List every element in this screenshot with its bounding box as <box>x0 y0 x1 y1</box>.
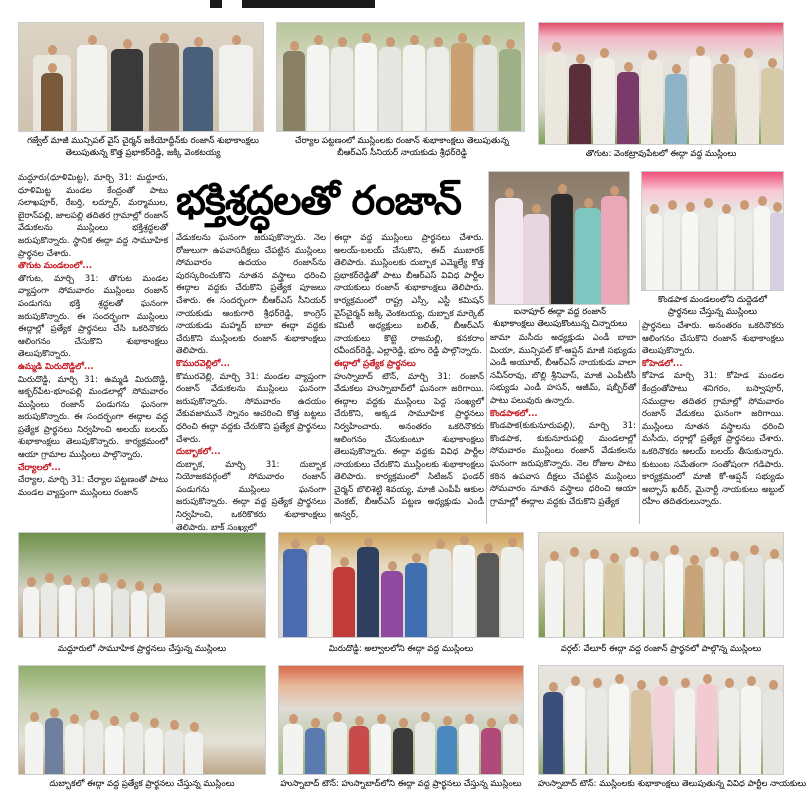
article-paragraph: కొమురవెల్లి, మార్చి 31: మండల వ్యాప్తంగా రంజాన్ వేడుకలను ముస్లింలు ఘనంగా జరుపుకొన్నారు. సోమవారం ఉదయం వేకువజామునే స్నానం ఆచరించి కొత్త బట్టలు ధరించి ఈద్గా వద్దకు చేరుకొని ప్రత్యేక ప్రార్థనలు చేశారు. <box>176 371 326 445</box>
article-column-3 <box>334 232 484 524</box>
article-column-2 <box>176 232 326 533</box>
column-divider <box>639 320 640 524</box>
photo-toguta-eidgah <box>538 22 784 145</box>
section-header-tab <box>222 0 242 8</box>
article-subheading: కోహెడలో... <box>642 358 683 369</box>
article-subheading: కొండపాకలో... <box>490 408 538 419</box>
article-subheading: చేర్యాలలో... <box>18 462 61 473</box>
article-paragraph: మద్దూరు(ధూళిమిట్ట), మార్చి 31: మద్దూరు, ధూళిమిట్ట మండల కేంద్రంతో పాటు సలాఖపూర్, రేబర్తి, లద్నూర్, మర్మాముల, బైరాన్‌పల్లి, జాలపల్లి తదితర గ్రామాల్లో రంజాన్ వేడుకలను ముస్లింలు భక్తిశ్రద్ధలతో జరుపుకొన్నారు. స్థానిక ఈద్గా వద్ద సామూహిక ప్రార్థనల చేశారు. <box>18 173 168 259</box>
photo-caption: హుస్నాబాద్ టౌన్: హుస్నాబాద్‌లోని ఈద్గా వద్ద ప్రార్థనలు చేస్తున్న ముస్లింలు <box>280 779 522 789</box>
article-paragraph: మిరుదొడ్డి, మార్చి 31: ఉమ్మడి మిరుదొడ్డి, అక్బర్‌పేట-భూంపల్లి మండలాల్లో సోమవారం ముస్లింలు రంజాన్ పండుగను ఘనంగా జరుపుకొన్నారు. ఈ సందర్భంగా ఈద్గాల వద్ద ప్రత్యేక ప్రార్థనలు నిర్వహించి అలయ్ బలయ్ శుభాకాంక్షలు తెలుపుకొన్నారు. కార్యక్రమంలో ఆయా గ్రామాల ముస్లింలు పాల్గొన్నారు. <box>18 374 168 461</box>
article-paragraph: తొగుట, మార్చి 31: తొగుట మండల వ్యాప్తంగా సోమవారం ముస్లింలు రంజాన్ పండుగను భక్తి శ్రద్ధలతో ఘనంగా జరుపుకొన్నారు. ఈ సందర్భంగా ముస్లింలు ఈద్గాల్లో ప్రత్యేక ప్రార్థనలు చేసి ఒకరినొకరు ఆలింగనం చేసుకొని శుభాకాంక్షలు తెలుపుకొన్నారు. <box>18 273 168 360</box>
article-paragraph: చేర్యాల, మార్చి 31: చేర్యాల పట్టణంతో పాటు మండల వ్యాప్తంగా ముస్లింలు రంజాన్ <box>18 475 168 498</box>
photo-caption: హుస్నాబాద్ టౌన్: ముస్లింలకు శుభాకాంక్షలు తెలుపుతున్న వివిధ పార్టీల నాయకులు <box>538 779 806 789</box>
article-paragraph: దుబ్బాక, మార్చి 31: దుబ్బాక నియోజకవర్గంలో సోమవారం రంజాన్ పండుగను ముస్లింలు ఘనంగా జరుపుకొన్నారు. ఈద్గా వద్ద ప్రత్యేక ప్రార్థనలు నిర్వహించి, ఒకరికొకరు శుభాకాంక్షలు తెలిపారు. బాక్ సంఖ్యలో <box>176 459 326 533</box>
photo-caption: చేర్యాల పట్టణంలో ముస్లింలకు రంజాన్ శుభాకాంక్షలు తెలుపుతున్న <box>295 136 509 146</box>
photo-caption: ప్రార్థనలు చేస్తున్న ముస్లింలు <box>667 307 758 317</box>
article-subheading: తొగుట మండలంలో... <box>18 261 93 272</box>
photo-velur-eidgah <box>538 532 784 638</box>
photo-maddur-prayers <box>18 532 266 638</box>
photo-caption: శుభాకాంక్షలు తెలుపుకొంటున్న చిన్నారులు <box>492 319 628 329</box>
photo-gajwel-greeting <box>18 22 264 132</box>
photo-caption: కొండపాక మండలంలోని దుద్దెడలో <box>657 295 768 305</box>
article-subheading: ఉమ్మడి మిరుదొడ్డిలో... <box>18 361 94 372</box>
photo-inapur-children <box>488 171 630 305</box>
photo-caption: వర్గల్: వేలూర్ ఈద్గా వద్ద రంజాన్ ప్రార్థనలో పాల్గొన్న ముస్లింలు <box>560 644 762 654</box>
photo-caption: తొగుట: వెంకట్రావుపేటలో ఈద్గా వద్ద ముస్లింలు <box>585 149 737 159</box>
article-subheading: దుబ్బాకలో... <box>176 447 221 458</box>
article-paragraph: వేడుకలను ఘనంగా జరుపుకొన్నారు. నెల రోజులుగా ఉపవాసదీక్షలు చేపట్టిన ముస్లింలు సోమవారం ఉదయం రంజాన్‌ను పురస్కరించుకొని నూతన వస్త్రాలు ధరించి ఈద్గాల వద్దకు చేరుకొని ప్రత్యేక పూజలు చేశారు. ఈ సందర్భంగా బీఆర్ఎస్ సీనియర్ నాయకుడు ఆంకుగారి శ్రీధర్‌రెడ్డి, కాంగ్రెస్ నాయకుడు మహ్మద్ బాబా ఈద్గా వద్దకు చేరుకొని ముస్లింలకు రంజాన్ శుభాకాంక్షలు తెలిపారు. <box>176 233 326 357</box>
article-paragraph: ఈద్గా వద్ద ముస్లింలు ప్రార్థనలు చేశారు. అలయ్-బలయ్ చేసుకొని, ఈద్ ముబారక్ తెలిపారు. ముస్లింలకు దుబ్బాక ఎమ్మెల్యే కొత్త ప్రభాకర్‌రెడ్డితో పాటు బీఆర్ఎస్ వివిధ పార్టీల నాయకులు రంజాన్ శుభాకాంక్షలు తెలిపారు. కార్యక్రమంలో రాష్ట్ర ఎస్సీ, ఎస్టీ కమిషన్ వైస్‌చైర్మన్ జక్కి వెంకటయ్య, దుబ్బాక మార్కెట్ కమిటీ అధ్యక్షులు బలిత్, బీఆర్ఎస్ నాయకులు కొట్టె రాజమల్లి, కనకరాం రవీందర్‌రెడ్డి, ఎల్లారెడ్డి, భూం రెడ్డి పాల్గొన్నారు. <box>334 233 484 357</box>
photo-dubbaka-prayers <box>18 665 266 775</box>
page-headline: భక్తిశ్రద్ధలతో రంజాన్ <box>176 177 461 224</box>
photo-caption: మిరుదొడ్డి: అల్వాలలోని ఈద్గా వద్ద ముస్లింలు <box>328 644 474 654</box>
column-divider <box>486 332 487 524</box>
article-column-1 <box>18 172 168 524</box>
photo-husnabad-leaders <box>538 665 784 775</box>
article-column-4 <box>490 332 636 524</box>
photo-cheryal-greeting <box>276 22 525 132</box>
article-paragraph: హుస్నాబాద్ టౌన్, మార్చి 31: రంజాన్ వేడుకలు హుస్నాబాద్‌లో ఘనంగా జరిగాయి. ఈద్గాల వద్దకు ముస్లింలు పెద్ద సంఖ్యలో చేరుకొని, అక్కడ సామూహిక ప్రార్థనలు నిర్వహించారు. అనంతరం ఒకరినొకరు ఆలింగనం చేసుకుంటూ శుభాకాంక్షలు తెలుపుకొన్నారు. ఈద్గా వద్దకు వివిధ పార్టీల నాయకులు చేరుకొని ముస్లింలకు శుభాకాంక్షలు తెలిపారు. కార్యక్రమంలో సిటిజన్ ఫండర్ చైర్మన్ బొలిశెట్టి శివయ్య, మాజీ ఎంపీపీ ఆకుల వెంకట్, బీఆర్ఎస్ పట్టణ అధ్యక్షుడు ఎండీ అన్వర్, <box>334 371 484 521</box>
photo-caption: దుబ్బాకలో ఈద్గా వద్ద ప్రత్యేక ప్రార్థనలు చేస్తున్న ముస్లింలు <box>49 779 235 789</box>
photo-husnabad-eidgah <box>278 665 524 775</box>
photo-caption: తెలుపుతున్న కొత్త ప్రభాకర్‌రెడ్డి, జక్కి వెంకటయ్య <box>65 148 221 158</box>
article-column-5 <box>642 320 784 524</box>
photo-caption: ఐనాపూర్ ఈద్గా వద్ద రంజాన్ <box>513 307 607 317</box>
article-paragraph: కోహెడ మార్చి 31: కోహెడ మండల కేంద్రంతోపాటు శనిగరం, బస్వాపూర్, సముద్రాల తదితర గ్రామాల్లో సోమవారం రంజాన్ వేడుకలు ఘనంగా జరిగాయి. ముస్లింలు నూతన వస్త్రాలను ధరించి మసీదు, దర్గాల్లో ప్రత్యేక ప్రార్థనలు చేశారు. ఒకరినొకరు ఆలయ్ బలయ్ తీసుకున్నారు. కుటుంబ సమేతంగా సంతోషంగా గడిపారు. కార్యక్రమంలో మాజీ కో-ఆప్షన్ సభ్యుడు అబ్బాస్ ఖదీర్, మైనార్టీ నాయకులు అబ్దుల్ రహీం తదితరులున్నారు. <box>642 371 784 508</box>
article-paragraph: జామా మసీదు అధ్యక్షుడు ఎండీ బాబా మియా, మున్సిపల్ కో-ఆప్షన్ మాజీ సభ్యుడు ఎండీ అయూబ్, బీఆర్ఎస్ నాయకుడు వాలా నవీన్‌రావు, బొల్లి శ్రీనివాస్, మాజీ ఎంపీటీసీ సభ్యుడు ఎండీ హసన్, ఆజీమ్, షబ్బీర్‌తో పాటు పలువురు ఉన్నారు. <box>490 333 636 406</box>
photo-caption: గజ్వేల్ మాజీ మున్సిపల్ వైస్ చైర్మన్ జకీయోద్దీన్‌కు రంజాన్ శుభాకాంక్షలు <box>27 136 259 146</box>
photo-caption: బీఆర్ఎస్ సీనియర్ నాయకుడు శ్రీధర్‌రెడ్డి <box>337 148 467 158</box>
article-subheading: ఈద్గాలో ప్రత్యేక ప్రార్థనలు <box>334 358 416 369</box>
photo-caption: మద్దూరులో సామూహిక ప్రార్థనలు చేస్తున్న ముస్లింలు <box>57 644 227 654</box>
photo-alwala-eidgah <box>278 532 524 638</box>
article-subheading: కొమురవెల్లిలో... <box>176 358 231 369</box>
column-divider <box>172 232 173 524</box>
photo-duddeda-prayers <box>641 171 784 291</box>
article-paragraph: కొండపాక(కుకునూరుపల్లి), మార్చి 31: కొండపాక, కుకునూరుపల్లి మండలాల్లో సోమవారం ముస్లింలు రంజాన్ వేడుకలను ఘనంగా జరుపుకొన్నారు. నెల రోజుల పాటు కఠిన ఉపవాస దీక్షలు చేపట్టిన ముస్లింలు సోమవారం నూతన వస్త్రాలు ధరించి ఆయా గ్రామాల్లో ఈద్గాల వద్దకు చేరుకొని ప్రత్యేక <box>490 421 636 507</box>
column-divider <box>330 232 331 524</box>
article-paragraph: ప్రార్థనలు చేశారు. అనంతరం ఒకరినొకరు ఆలింగనం చేసుకొని రంజాన్ శుభాకాంక్షలు తెలుపుకొన్నారు. <box>642 321 784 357</box>
